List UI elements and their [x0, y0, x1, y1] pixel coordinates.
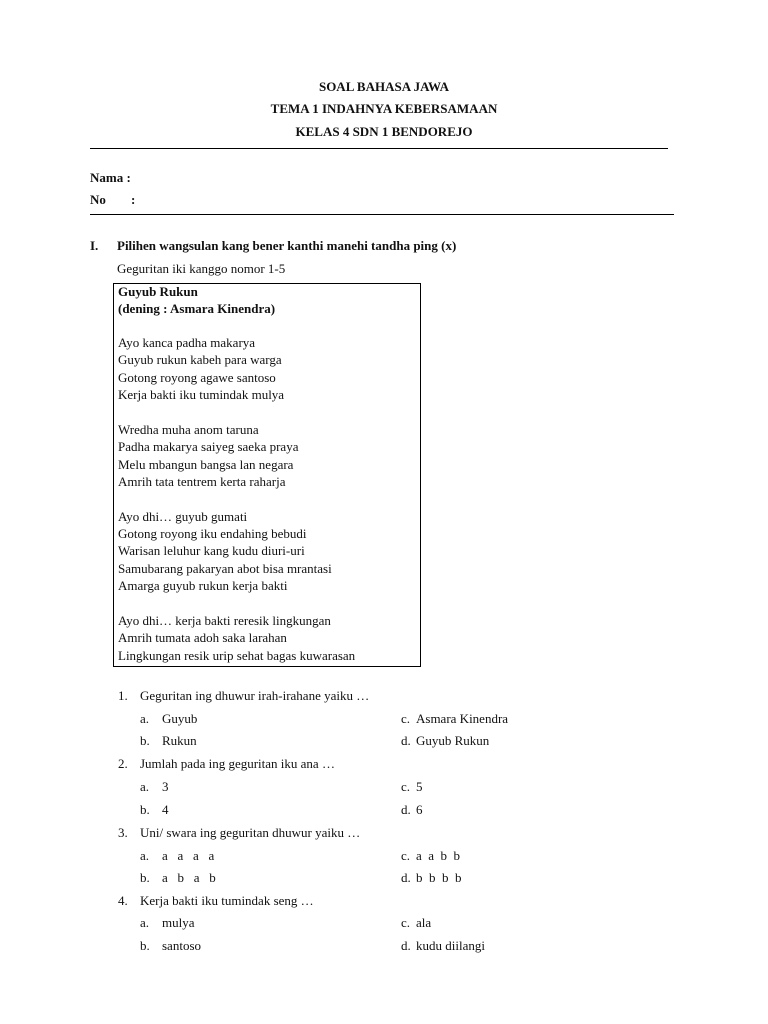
- poem-line: Samubarang pakaryan abot bisa mrantasi: [118, 561, 332, 576]
- option-text: ala: [416, 915, 432, 930]
- option-text: mulya: [162, 915, 195, 930]
- option-letter: a.: [140, 711, 150, 726]
- question-text: Jumlah pada ing geguritan iku ana …: [140, 756, 335, 771]
- poem-line: Ayo dhi… guyub gumati: [118, 509, 248, 524]
- option-letter: b.: [140, 802, 150, 817]
- poem-line: Warisan leluhur kang kudu diuri-uri: [118, 543, 305, 558]
- title-line-1: SOAL BAHASA JAWA: [318, 79, 450, 94]
- poem-line: Ayo kanca padha makarya: [118, 335, 256, 350]
- poem-line: Wredha muha anom taruna: [118, 422, 259, 437]
- option-letter: a.: [140, 779, 150, 794]
- question-text: Geguritan ing dhuwur irah-irahane yaiku …: [140, 688, 370, 703]
- option-text: kudu diilangi: [416, 938, 485, 953]
- question-number: 4.: [118, 893, 128, 908]
- option-letter: c.: [401, 711, 411, 726]
- number-label: No: [90, 192, 106, 207]
- option-letter: a.: [140, 915, 150, 930]
- option-letter: b.: [140, 938, 150, 953]
- option-letter: c.: [401, 848, 411, 863]
- poem-line: Padha makarya saiyeg saeka praya: [118, 439, 299, 454]
- option-text: a b a b: [162, 870, 216, 885]
- option-text: 5: [416, 779, 423, 794]
- option-letter: d.: [401, 802, 411, 817]
- option-text: Guyub: [162, 711, 198, 726]
- option-letter: a.: [140, 848, 150, 863]
- title-line-2: TEMA 1 INDAHNYA KEBERSAMAAN: [270, 101, 498, 116]
- poem-author: (dening : Asmara Kinendra): [118, 301, 276, 316]
- poem-line: Gotong royong iku endahing bebudi: [118, 526, 307, 541]
- option-text: Guyub Rukun: [416, 733, 490, 748]
- header-divider: [90, 148, 668, 149]
- option-text: a a a a: [162, 848, 215, 863]
- question-number: 3.: [118, 825, 128, 840]
- option-letter: b.: [140, 733, 150, 748]
- option-text: a a b b: [416, 848, 461, 863]
- poem-line: Ayo dhi… kerja bakti reresik lingkungan: [118, 613, 331, 628]
- option-text: Asmara Kinendra: [416, 711, 509, 726]
- option-text: 3: [162, 779, 169, 794]
- question-number: 2.: [118, 756, 128, 771]
- number-colon: :: [131, 192, 136, 207]
- option-text: b b b b: [416, 870, 462, 885]
- section-instruction: Pilihen wangsulan kang bener kanthi manehi tandha ping (x): [117, 238, 457, 253]
- poem-title: Guyub Rukun: [118, 284, 198, 299]
- option-letter: d.: [401, 870, 411, 885]
- poem-line: Amrih tumata adoh saka larahan: [118, 630, 287, 645]
- title-line-3: KELAS 4 SDN 1 BENDOREJO: [295, 124, 473, 139]
- question-number: 1.: [118, 688, 128, 703]
- poem-line: Guyub rukun kabeh para warga: [118, 352, 282, 367]
- poem-line: Melu mbangun bangsa lan negara: [118, 457, 294, 472]
- question-text: Uni/ swara ing geguritan dhuwur yaiku …: [140, 825, 361, 840]
- option-letter: c.: [401, 915, 411, 930]
- option-letter: d.: [401, 938, 411, 953]
- option-letter: b.: [140, 870, 150, 885]
- option-text: Rukun: [162, 733, 197, 748]
- poem-line: Kerja bakti iku tumindak mulya: [118, 387, 285, 402]
- identity-divider: [90, 214, 674, 215]
- poem-line: Amrih tata tentrem kerta raharja: [118, 474, 286, 489]
- poem-line: Gotong royong agawe santoso: [118, 370, 276, 385]
- option-letter: c.: [401, 779, 411, 794]
- poem-intro: Geguritan iki kanggo nomor 1-5: [117, 261, 286, 276]
- poem-line: Amarga guyub rukun kerja bakti: [118, 578, 288, 593]
- option-text: 4: [162, 802, 169, 817]
- name-label: Nama :: [90, 170, 131, 185]
- poem-line: Lingkungan resik urip sehat bagas kuwarasan: [118, 648, 356, 663]
- option-text: 6: [416, 802, 423, 817]
- option-letter: d.: [401, 733, 411, 748]
- question-text: Kerja bakti iku tumindak seng …: [140, 893, 314, 908]
- option-text: santoso: [162, 938, 201, 953]
- section-number: I.: [90, 238, 99, 253]
